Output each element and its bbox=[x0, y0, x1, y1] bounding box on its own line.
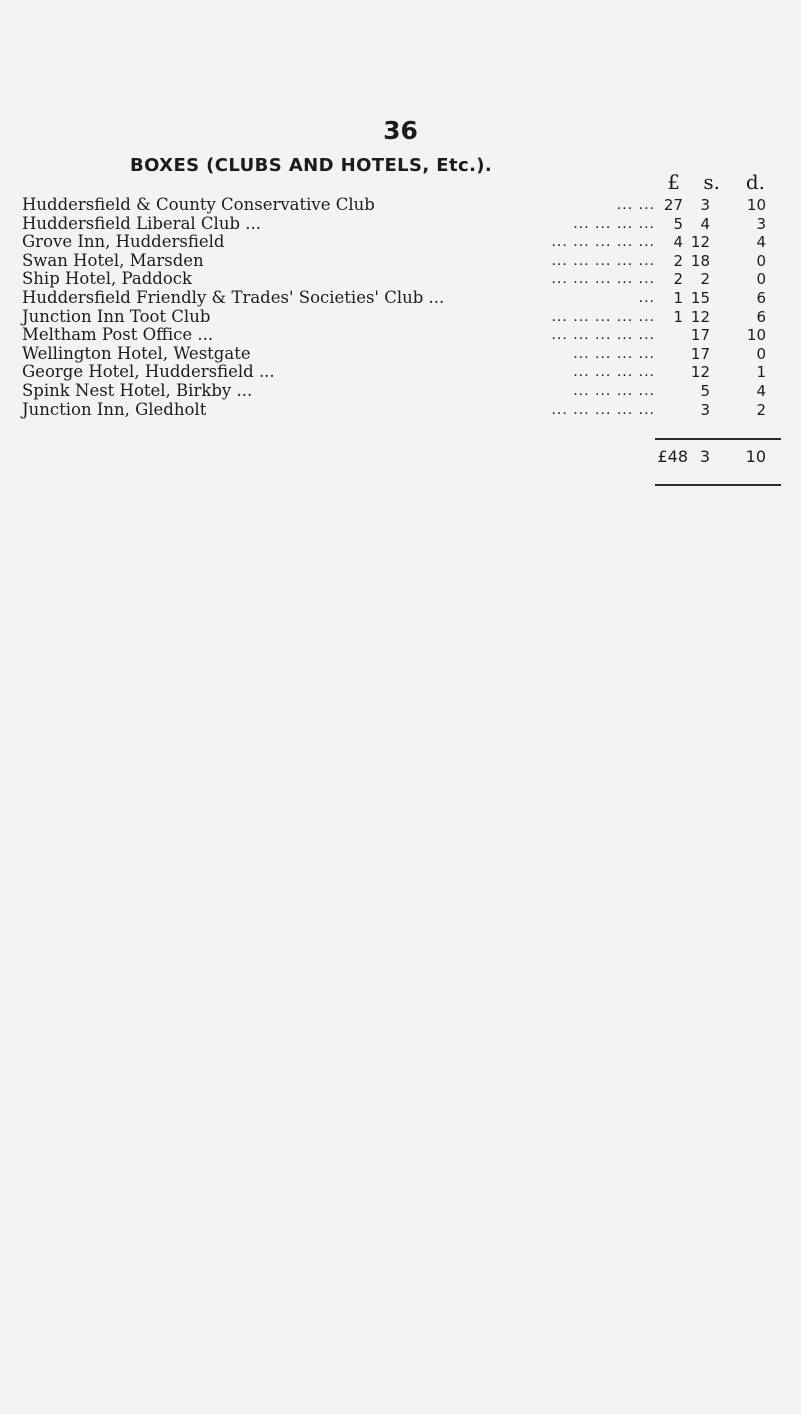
item-shillings: 12 bbox=[690, 233, 710, 252]
item-name: Junction Inn Toot Club bbox=[22, 306, 211, 326]
dot-leader: ... ... ... ... bbox=[573, 215, 655, 232]
item-pence: 2 bbox=[756, 400, 766, 419]
list-item bbox=[0, 363, 801, 382]
item-name: Huddersfield & County Conservative Club bbox=[22, 195, 375, 214]
item-pounds: 27 bbox=[663, 196, 683, 214]
item-pence: 0 bbox=[756, 270, 766, 289]
page-title: BOXES (CLUBS AND HOTELS, Etc.). bbox=[130, 155, 493, 176]
dot-leader: ... ... ... ... ... bbox=[551, 401, 655, 418]
total-row bbox=[640, 442, 780, 472]
item-shillings: 4 bbox=[700, 214, 710, 233]
item-pence: 3 bbox=[756, 214, 766, 233]
list-item bbox=[0, 326, 801, 345]
list-item bbox=[0, 215, 801, 234]
item-name: George Hotel, Huddersfield ... bbox=[22, 362, 275, 382]
dot-leader: ... ... bbox=[616, 197, 655, 213]
total-pence: 10 bbox=[745, 447, 766, 466]
dot-leader: ... ... ... ... ... bbox=[551, 234, 655, 251]
item-shillings: 3 bbox=[700, 400, 710, 419]
dot-leader: ... ... ... ... ... bbox=[551, 327, 655, 344]
item-pence: 10 bbox=[746, 326, 766, 345]
header-pounds: £ bbox=[667, 170, 680, 194]
subscription-list bbox=[0, 196, 801, 419]
list-item bbox=[0, 345, 801, 364]
list-item bbox=[0, 289, 801, 308]
dot-leader: ... ... ... ... ... bbox=[551, 252, 655, 269]
total-shillings: 3 bbox=[699, 447, 710, 466]
item-name: Huddersfield Friendly & Trades' Societies' Club ... bbox=[22, 287, 445, 307]
dot-leader: ... ... ... ... bbox=[573, 382, 655, 399]
list-item bbox=[0, 196, 801, 215]
item-name: Junction Inn, Gledholt bbox=[22, 399, 207, 419]
item-pence: 6 bbox=[756, 288, 766, 307]
item-name: Swan Hotel, Marsden bbox=[22, 250, 204, 270]
dot-leader: ... bbox=[638, 289, 655, 306]
item-pounds: 1 bbox=[673, 307, 683, 326]
total-pounds: £48 bbox=[657, 447, 688, 466]
item-shillings: 17 bbox=[690, 344, 710, 363]
item-shillings: 12 bbox=[690, 307, 710, 326]
dot-leader: ... ... ... ... bbox=[573, 364, 655, 381]
item-shillings: 15 bbox=[690, 288, 710, 307]
item-name: Grove Inn, Huddersfield bbox=[22, 232, 225, 252]
item-pence: 10 bbox=[746, 196, 766, 214]
total-rule-top bbox=[655, 438, 781, 440]
dot-leader: ... ... ... ... ... bbox=[551, 271, 655, 288]
item-shillings: 17 bbox=[690, 326, 710, 345]
item-pence: 4 bbox=[756, 233, 766, 252]
item-pounds: 2 bbox=[673, 251, 683, 270]
item-shillings: 18 bbox=[690, 251, 710, 270]
list-item bbox=[0, 382, 801, 401]
total-rule-bottom bbox=[655, 484, 781, 486]
item-name: Meltham Post Office ... bbox=[22, 325, 214, 345]
item-pence: 0 bbox=[756, 344, 766, 363]
item-shillings: 2 bbox=[700, 270, 710, 289]
item-shillings: 5 bbox=[700, 381, 710, 400]
header-shillings: s. bbox=[703, 170, 720, 194]
list-item bbox=[0, 401, 801, 420]
item-pounds: 5 bbox=[673, 214, 683, 233]
item-pence: 0 bbox=[756, 251, 766, 270]
item-shillings: 12 bbox=[690, 363, 710, 382]
item-shillings: 3 bbox=[700, 196, 710, 214]
dot-leader: ... ... ... ... bbox=[573, 345, 655, 362]
item-name: Huddersfield Liberal Club ... bbox=[22, 213, 261, 233]
list-item bbox=[0, 233, 801, 252]
list-item bbox=[0, 270, 801, 289]
item-pounds: 4 bbox=[673, 233, 683, 252]
column-headers bbox=[640, 170, 780, 196]
item-pounds: 2 bbox=[673, 270, 683, 289]
item-name: Spink Nest Hotel, Birkby ... bbox=[22, 380, 253, 400]
dot-leader: ... ... ... ... ... bbox=[551, 308, 655, 325]
header-pence: d. bbox=[745, 170, 765, 194]
item-pence: 1 bbox=[756, 363, 766, 382]
page-number: 36 bbox=[383, 116, 418, 145]
item-pence: 6 bbox=[756, 307, 766, 326]
item-pounds: 1 bbox=[673, 288, 683, 307]
item-name: Ship Hotel, Paddock bbox=[22, 269, 192, 289]
list-item bbox=[0, 252, 801, 271]
item-name: Wellington Hotel, Westgate bbox=[22, 343, 251, 363]
item-pence: 4 bbox=[756, 381, 766, 400]
list-item bbox=[0, 308, 801, 327]
